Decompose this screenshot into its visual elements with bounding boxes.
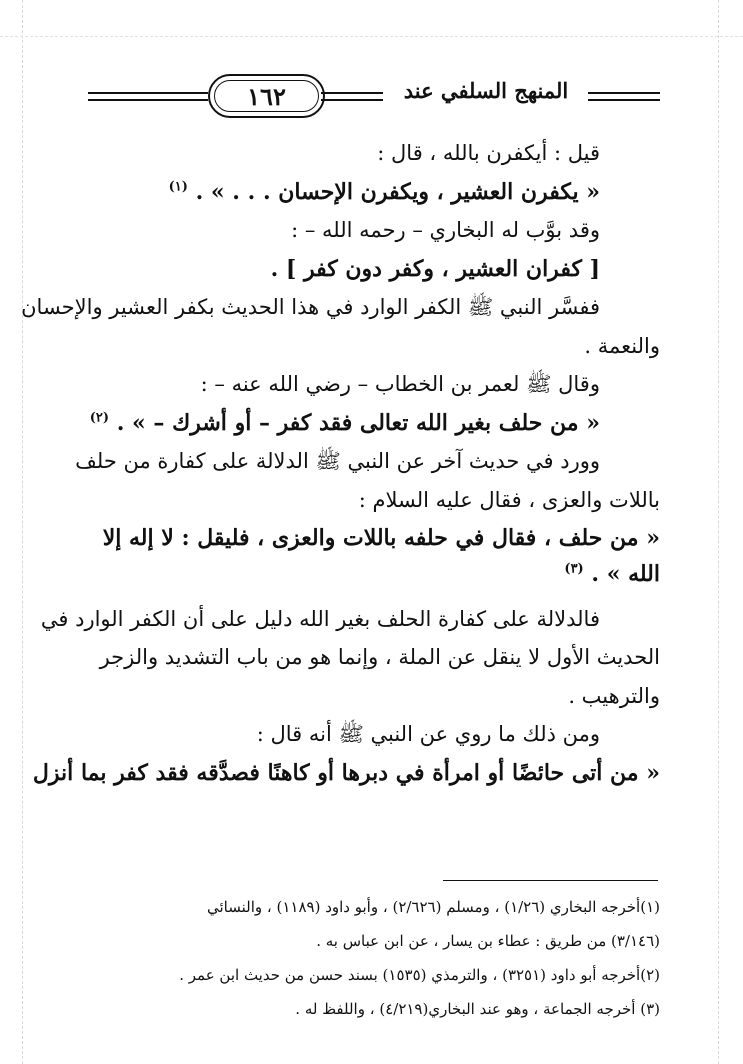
text-line: قيل : أيكفرن بالله ، قال : <box>377 141 600 165</box>
body-text <box>21 134 660 792</box>
text-line: الحديث الأول لا ينقل عن الملة ، وإنما هو من باب التشديد والزجر <box>99 645 660 669</box>
text-line: وقال ﷺ لعمر بن الخطاب – رضي الله عنه – : <box>200 372 600 396</box>
text-line: وورد في حديث آخر عن النبي ﷺ الدلالة على كفارة من حلف <box>75 449 600 473</box>
footnote-line: (١)أخرجه البخاري (١/٢٦) ، ومسلم (٢/٦٢٦) ، وأبو داود (١١٨٩) ، والنسائي <box>206 898 660 916</box>
page-header <box>88 72 660 120</box>
footnotes <box>80 890 660 1026</box>
hadith-line: « يكفرن العشير ، ويكفرن الإحسان . . . » . $^{(١)}$ <box>168 178 600 205</box>
footnote-separator <box>443 880 658 881</box>
text-line: فالدلالة على كفارة الحلف بغير الله دليل على أن الكفر الوارد في <box>40 606 600 631</box>
running-title: المنهج السلفي عند <box>403 78 569 103</box>
text-line: ومن ذلك ما روي عن النبي ﷺ أنه قال : <box>256 722 600 746</box>
hadith-line: « من حلف بغير الله تعالى فقد كفر – أو أشرك – » . $^{(٢)}$ <box>89 409 600 436</box>
page-number: ١٦٢ <box>247 81 286 111</box>
text-line: ففسَّر النبي ﷺ الكفر الوارد في هذا الحديث بكفر العشير والإحسان <box>21 295 600 319</box>
text-line: والترهيب . <box>568 683 660 708</box>
scan-guide-line <box>0 36 743 37</box>
hadith-line: « من حلف ، فقال في حلفه باللات والعزى ، فليقل : لا إله إلا <box>102 525 660 551</box>
header-rule <box>321 92 383 101</box>
text-line: والنعمة . <box>584 333 660 358</box>
hadith-line: « من أتى حائضًا أو امرأة في دبرها أو كاهنًا فصدَّقه فقد كفر بما أنزل <box>32 759 660 786</box>
text-line: باللات والعزى ، فقال عليه السلام : <box>358 487 660 512</box>
header-rule <box>588 92 660 101</box>
hadith-line: الله » . $^{(٣)}$ <box>564 560 660 587</box>
paragraph-gap <box>88 590 660 600</box>
chapter-title-line: [ كفران العشير ، وكفر دون كفر ] . <box>270 255 600 282</box>
header-rule <box>88 92 208 101</box>
scan-guide-line <box>22 0 23 1064</box>
scan-guide-line <box>718 0 719 1064</box>
footnote-mark: (٣) <box>564 561 584 577</box>
text-line: وقد بوَّب له البخاري – رحمه الله – : <box>291 218 600 242</box>
footnote-line: (٢)أخرجه أبو داود (٣٢٥١) ، والترمذي (١٥٣٥) بسند حسن من حديث ابن عمر . <box>179 966 660 984</box>
page-number-frame <box>208 74 325 118</box>
footnote-mark: (١) <box>168 179 188 195</box>
footnote-line: (٣) أخرجه الجماعة ، وهو عند البخاري(٤/٢١٩) ، واللفظ له . <box>295 1000 660 1018</box>
footnote-line: (٣/١٤٦) من طريق : عطاء بن يسار ، عن ابن عباس به . <box>316 932 660 950</box>
footnote-mark: (٢) <box>89 410 110 426</box>
